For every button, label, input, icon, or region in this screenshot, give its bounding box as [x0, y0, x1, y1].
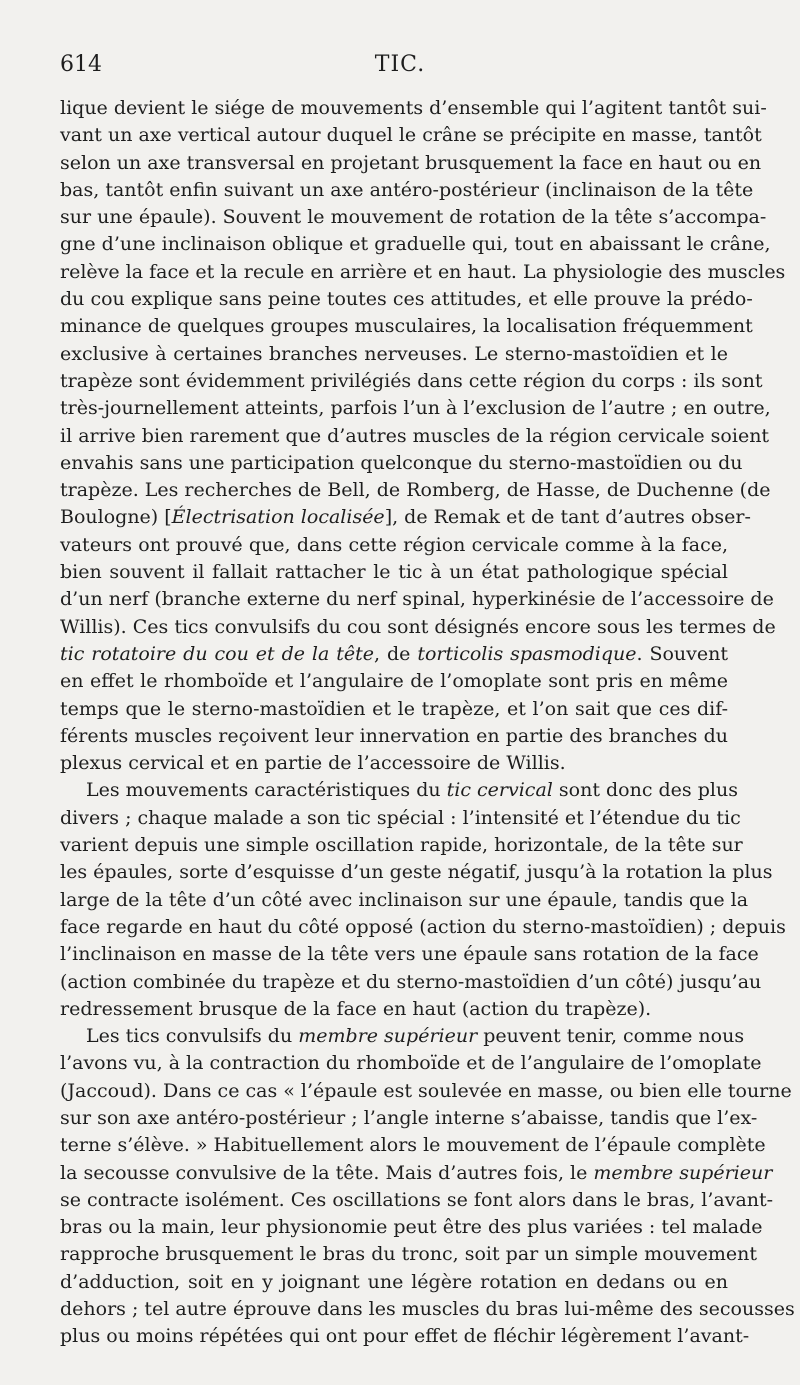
text-line: dehors ; tel autre éprouve dans les muscles du bras lui-même des secousses [60, 1298, 795, 1321]
text-line: Boulogne) [Électrisation localisée], de Remak et de tant d’autres obser- [60, 506, 751, 529]
text-line: trapèze sont évidemment privilégiés dans cette région du corps : ils sont [60, 369, 763, 392]
text-line: gne d’une inclinaison oblique et graduelle qui, tout en abaissant le crâne, [60, 233, 771, 256]
text-line: en effet le rhomboïde et l’angulaire de l’omoplate sont pris en même [60, 670, 728, 693]
text-line: il arrive bien rarement que d’autres muscles de la région cervicale soient [60, 424, 770, 447]
text-line: divers ; chaque malade a son tic spécial : l’intensité et l’étendue du tic [60, 806, 741, 829]
text-line: selon un axe transversal en projetant brusquement la face en haut ou en [60, 151, 762, 174]
page-header [60, 52, 740, 82]
text-line: du cou explique sans peine toutes ces attitudes, et elle prouve la prédo- [60, 288, 753, 311]
text-line: large de la tête d’un côté avec inclinaison sur une épaule, tandis que la [60, 888, 749, 911]
text-line: envahis sans une participation quelconque du sterno-mastoïdien ou du [60, 451, 743, 474]
text-line: Willis). Ces tics convulsifs du cou sont désignés encore sous les termes de [60, 615, 776, 638]
text-line: bas, tantôt enfin suivant un axe antéro-postérieur (inclinaison de la tête [60, 178, 754, 201]
text-line: Les mouvements caractéristiques du tic cervical sont donc des plus [86, 779, 738, 802]
text-line: relève la face et la recule en arrière et en haut. La physiologie des muscles [60, 260, 786, 283]
page-body [60, 95, 795, 1351]
text-line: vant un axe vertical autour duquel le crâne se précipite en masse, tantôt [60, 124, 762, 147]
text-line: (Jaccoud). Dans ce cas « l’épaule est soulevée en masse, ou bien elle tourne [60, 1079, 792, 1102]
text-line: d’adduction, soit en y joignant une légère rotation en dedans ou en [60, 1270, 728, 1293]
text-line: les épaules, sorte d’esquisse d’un geste négatif, jusqu’à la rotation la plus [60, 861, 773, 884]
running-head: TIC. [374, 52, 426, 77]
text-line: d’un nerf (branche externe du nerf spinal, hyperkinésie de l’accessoire de [60, 588, 774, 611]
text-line: l’avons vu, à la contraction du rhomboïde et de l’angulaire de l’omoplate [60, 1052, 762, 1075]
text-line: minance de quelques groupes musculaires, la localisation fréquemment [60, 315, 753, 338]
text-line: Les tics convulsifs du membre supérieur peuvent tenir, comme nous [86, 1025, 745, 1048]
text-line: la secousse convulsive de la tête. Mais d’autres fois, le membre supérieur [60, 1161, 773, 1184]
text-line: bien souvent il fallait rattacher le tic à un état pathologique spécial [60, 561, 728, 584]
text-line: plus ou moins répétées qui ont pour effet de fléchir légèrement l’avant- [60, 1325, 750, 1348]
text-line: terne s’élève. » Habituellement alors le mouvement de l’épaule complète [60, 1134, 766, 1157]
text-line: très-journellement atteints, parfois l’un à l’exclusion de l’autre ; en outre, [60, 397, 771, 420]
text-line: face regarde en haut du côté opposé (action du sterno-mastoïdien) ; depuis [60, 915, 786, 938]
text-line: temps que le sterno-mastoïdien et le trapèze, et l’on sait que ces dif- [60, 697, 728, 720]
text-line: varient depuis une simple oscillation rapide, horizontale, de la tête sur [60, 834, 743, 857]
text-line: se contracte isolément. Ces oscillations se font alors dans le bras, l’avant- [60, 1188, 774, 1211]
text-line: férents muscles reçoivent leur innervation en partie des branches du [60, 724, 728, 747]
text-line: (action combinée du trapèze et du sterno-mastoïdien d’un côté) jusqu’au [60, 970, 762, 993]
text-line: tic rotatoire du cou et de la tête, de torticolis spasmodique. Souvent [60, 642, 729, 665]
text-line: redressement brusque de la face en haut (action du trapèze). [60, 997, 652, 1020]
text-line: sur une épaule). Souvent le mouvement de rotation de la tête s’accompa- [60, 206, 767, 229]
text-line: l’inclinaison en masse de la tête vers une épaule sans rotation de la face [60, 943, 759, 966]
text-line: rapproche brusquement le bras du tronc, soit par un simple mouvement [60, 1243, 757, 1266]
text-line: bras ou la main, leur physionomie peut être des plus variées : tel malade [60, 1216, 763, 1239]
text-line: vateurs ont prouvé que, dans cette région cervicale comme à la face, [60, 533, 728, 556]
text-line: plexus cervical et en partie de l’accessoire de Willis. [60, 752, 566, 775]
text-line: lique devient le siége de mouvements d’ensemble qui l’agitent tantôt sui- [60, 97, 767, 119]
text-line: sur son axe antéro-postérieur ; l’angle interne s’abaisse, tandis que l’ex- [60, 1106, 758, 1129]
text-line: trapèze. Les recherches de Bell, de Romberg, de Hasse, de Duchenne (de [60, 479, 771, 502]
page-number: 614 [60, 52, 102, 77]
text-line: exclusive à certaines branches nerveuses. Le sterno-mastoïdien et le [60, 342, 728, 365]
